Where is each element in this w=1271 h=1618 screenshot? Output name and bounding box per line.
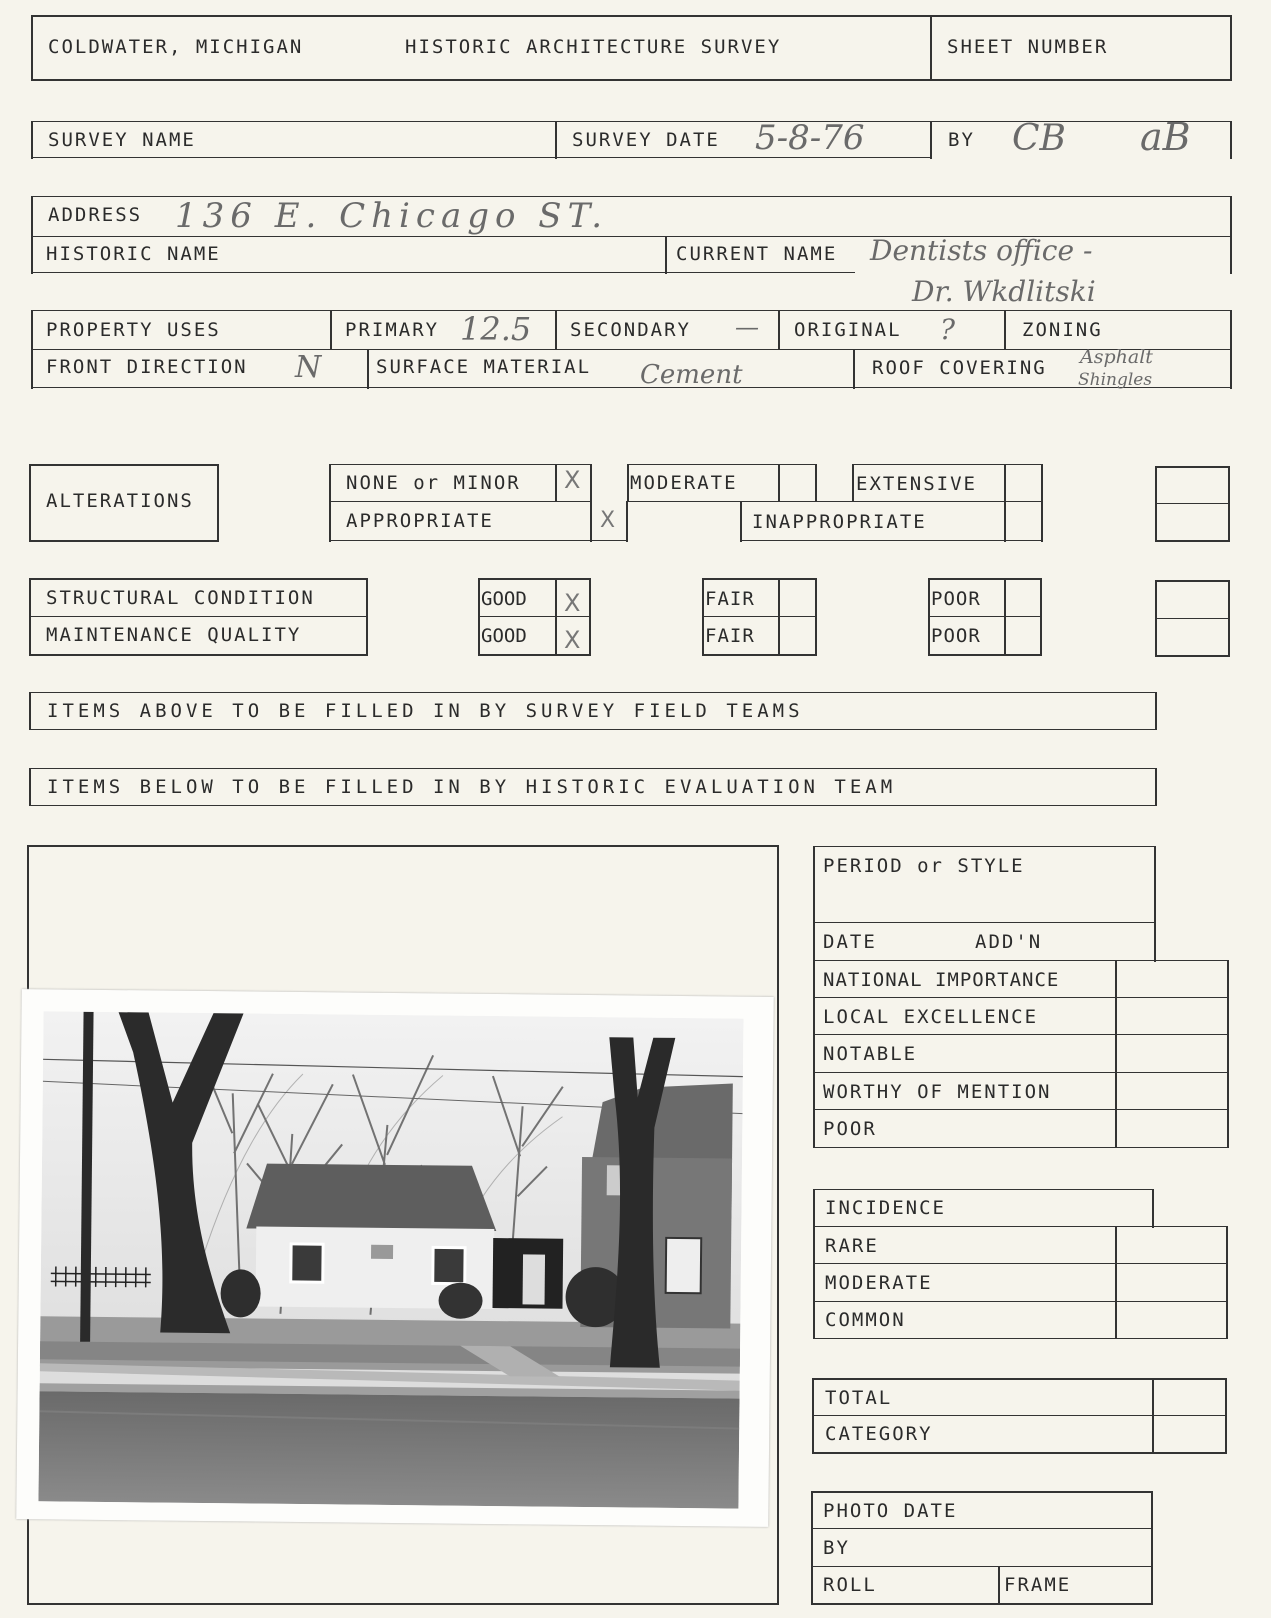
inc-right-top [1152, 1189, 1154, 1228]
structural-good-check: X [564, 589, 581, 617]
inc-bottom [813, 1338, 1227, 1339]
notable-label: NOTABLE [823, 1043, 918, 1065]
roof-value-2: Shingles [1078, 370, 1153, 390]
eval-score-right [1227, 960, 1229, 1148]
historic-name-label: HISTORIC NAME [46, 243, 221, 265]
alt-v8 [852, 464, 854, 502]
eval-row-3 [813, 997, 1228, 998]
survey-row-div2 [930, 121, 932, 159]
address-value: 136 E. Chicago ST. [175, 196, 609, 236]
front-direction-value: N [295, 350, 322, 385]
secondary-label: SECONDARY [570, 319, 691, 341]
incidence-label: INCIDENCE [825, 1197, 946, 1219]
maintenance-poor-label: POOR [931, 625, 981, 647]
maintenance-quality-label: MAINTENANCE QUALITY [46, 624, 302, 646]
original-label: ORIGINAL [794, 319, 902, 341]
eval-row-1 [813, 922, 1155, 923]
alt-bottom-1 [329, 540, 627, 541]
alt-v9 [740, 501, 742, 542]
property-div2 [555, 310, 557, 350]
current-name-value-2: Dr. Wkdlitski [912, 275, 1096, 308]
eval-row-2 [813, 960, 1228, 961]
inc-row-2 [813, 1263, 1227, 1264]
alterations-score-mid [1155, 503, 1230, 504]
alterations-label: ALTERATIONS [46, 490, 194, 512]
surface-material-label: SURFACE MATERIAL [376, 356, 592, 378]
current-name-bottom [665, 272, 855, 273]
alterations-score-box [1155, 466, 1230, 542]
property-div1 [330, 310, 332, 350]
good-div [555, 578, 557, 656]
moderate-incidence-label: MODERATE [825, 1272, 933, 1294]
property-uses-label: PROPERTY USES [46, 319, 221, 341]
evaluation-team-note: ITEMS BELOW TO BE FILLED IN BY HISTORIC EVALUATION TEAM [47, 776, 897, 798]
address-divider [665, 236, 667, 274]
eval-right-top [1154, 846, 1156, 962]
period-style-label: PERIOD or STYLE [823, 855, 1025, 877]
field-note-top [29, 692, 1156, 693]
alt-mid-3 [740, 501, 1042, 502]
survey-row-div1 [555, 121, 557, 159]
survey-title: HISTORIC ARCHITECTURE SURVEY [405, 36, 782, 58]
alt-v10 [1004, 464, 1006, 542]
maintenance-good-check: X [564, 626, 581, 654]
property-left [31, 310, 33, 389]
by-value: CB [1012, 118, 1066, 159]
fair-div [778, 578, 780, 656]
national-importance-label: NATIONAL IMPORTANCE [823, 969, 1060, 991]
surface-material-value: Cement [640, 360, 743, 390]
inc-left [813, 1189, 815, 1339]
current-name-value-1: Dentists office - [870, 234, 1093, 267]
field-note-bottom [29, 729, 1156, 730]
roof-covering-label: ROOF COVERING [872, 357, 1047, 379]
survey-date-label: SURVEY DATE [572, 129, 720, 151]
secondary-value: — [735, 313, 759, 341]
photo-info-div [998, 1566, 1000, 1605]
eval-note-left [29, 768, 31, 806]
inc-score-right [1226, 1226, 1228, 1339]
eval-note-right [1155, 768, 1157, 806]
local-excellence-label: LOCAL EXCELLENCE [823, 1006, 1039, 1028]
inc-top [813, 1189, 1153, 1190]
alt-v2 [555, 464, 557, 502]
house-photo-image [38, 1011, 743, 1508]
eval-score-left [1115, 960, 1117, 1148]
appropriate-label: APPROPRIATE [346, 510, 494, 532]
inc-score-left [1115, 1226, 1117, 1339]
front-direction-label: FRONT DIRECTION [46, 356, 248, 378]
field-teams-note: ITEMS ABOVE TO BE FILLED IN BY SURVEY FIELD TEAMS [47, 700, 804, 722]
property-div4 [1004, 310, 1006, 350]
alt-v1 [329, 464, 331, 542]
moderate-label: MODERATE [630, 472, 738, 494]
current-name-label: CURRENT NAME [676, 243, 838, 265]
none-minor-check: X [564, 466, 581, 494]
common-label: COMMON [825, 1309, 906, 1331]
structural-poor-label: POOR [931, 588, 981, 610]
maintenance-good-label: GOOD [481, 625, 527, 647]
zoning-label: ZONING [1022, 319, 1103, 341]
address-left [31, 196, 33, 274]
survey-name-label: SURVEY NAME [48, 129, 196, 151]
address-label: ADDRESS [48, 204, 143, 226]
property-div6 [853, 349, 855, 389]
condition-score-mid [1155, 618, 1230, 619]
inc-row-3 [813, 1301, 1227, 1302]
poor-label: POOR [823, 1118, 877, 1140]
inappropriate-label: INAPPROPRIATE [752, 511, 927, 533]
property-top [31, 310, 1232, 311]
primary-value: 12.5 [460, 310, 532, 348]
eval-row-4 [813, 1034, 1228, 1035]
eval-note-top [29, 768, 1156, 769]
fair-mid [702, 616, 817, 617]
alt-v5 [627, 464, 629, 502]
by-label: BY [948, 129, 975, 151]
photo-info-row-2 [811, 1566, 1153, 1567]
structural-good-label: GOOD [481, 588, 527, 610]
total-label: TOTAL [825, 1387, 893, 1409]
property-div5 [367, 349, 369, 389]
city-label: COLDWATER, MICHIGAN [48, 36, 304, 58]
alt-v3 [590, 464, 592, 542]
address-bottom [31, 272, 665, 273]
none-minor-label: NONE or MINOR [346, 472, 521, 494]
addn-label: ADD'N [975, 931, 1043, 953]
alt-mid-1 [329, 501, 591, 502]
alt-top-3 [852, 464, 1042, 465]
appropriate-check: X [600, 508, 616, 533]
frame-label: FRAME [1004, 1574, 1072, 1596]
eval-bottom [813, 1147, 1228, 1148]
property-mid [31, 349, 1232, 350]
field-note-right [1155, 692, 1157, 730]
eval-left [813, 846, 815, 1148]
worthy-of-mention-label: WORTHY OF MENTION [823, 1081, 1052, 1103]
rare-label: RARE [825, 1235, 879, 1257]
alt-top-1 [329, 464, 591, 465]
survey-date-value: 5-8-76 [755, 118, 865, 158]
eval-top [813, 846, 1155, 847]
extensive-label: EXTENSIVE [856, 473, 977, 495]
photo-info-row-1 [811, 1528, 1153, 1529]
alt-bottom-3 [740, 540, 1042, 541]
alt-v7 [815, 464, 817, 502]
roof-value-1: Asphalt [1080, 346, 1153, 368]
survey-row-right [1230, 121, 1232, 159]
survey-row-left [31, 121, 33, 159]
eval-row-6 [813, 1109, 1228, 1110]
alt-v6 [778, 464, 780, 502]
photo-date-label: PHOTO DATE [823, 1500, 958, 1522]
alt-v4 [626, 501, 628, 542]
condition-mid [29, 616, 368, 617]
poor-mid [928, 616, 1042, 617]
totals-div [1152, 1378, 1154, 1454]
header-divider [930, 15, 932, 81]
initials-value: aB [1140, 115, 1191, 159]
eval-note-bottom [29, 805, 1156, 806]
primary-label: PRIMARY [345, 319, 440, 341]
property-right [1230, 310, 1232, 389]
date-label: DATE [823, 931, 877, 953]
alt-top-2 [627, 464, 816, 465]
house-photograph [16, 989, 774, 1527]
field-note-left [29, 692, 31, 730]
maintenance-fair-label: FAIR [705, 625, 755, 647]
original-value: ? [940, 313, 956, 346]
poor-div [1004, 578, 1006, 656]
structural-fair-label: FAIR [705, 588, 755, 610]
photo-by-label: BY [823, 1537, 850, 1559]
address-right [1230, 196, 1232, 274]
property-bottom [31, 387, 1232, 388]
totals-mid [812, 1415, 1227, 1416]
alt-v11 [1041, 464, 1043, 542]
inc-row-1 [813, 1226, 1227, 1227]
eval-row-5 [813, 1072, 1228, 1073]
category-label: CATEGORY [825, 1423, 933, 1445]
sheet-number-label: SHEET NUMBER [947, 36, 1109, 58]
property-div3 [778, 310, 780, 350]
roll-label: ROLL [823, 1574, 877, 1596]
structural-condition-label: STRUCTURAL CONDITION [46, 587, 315, 609]
